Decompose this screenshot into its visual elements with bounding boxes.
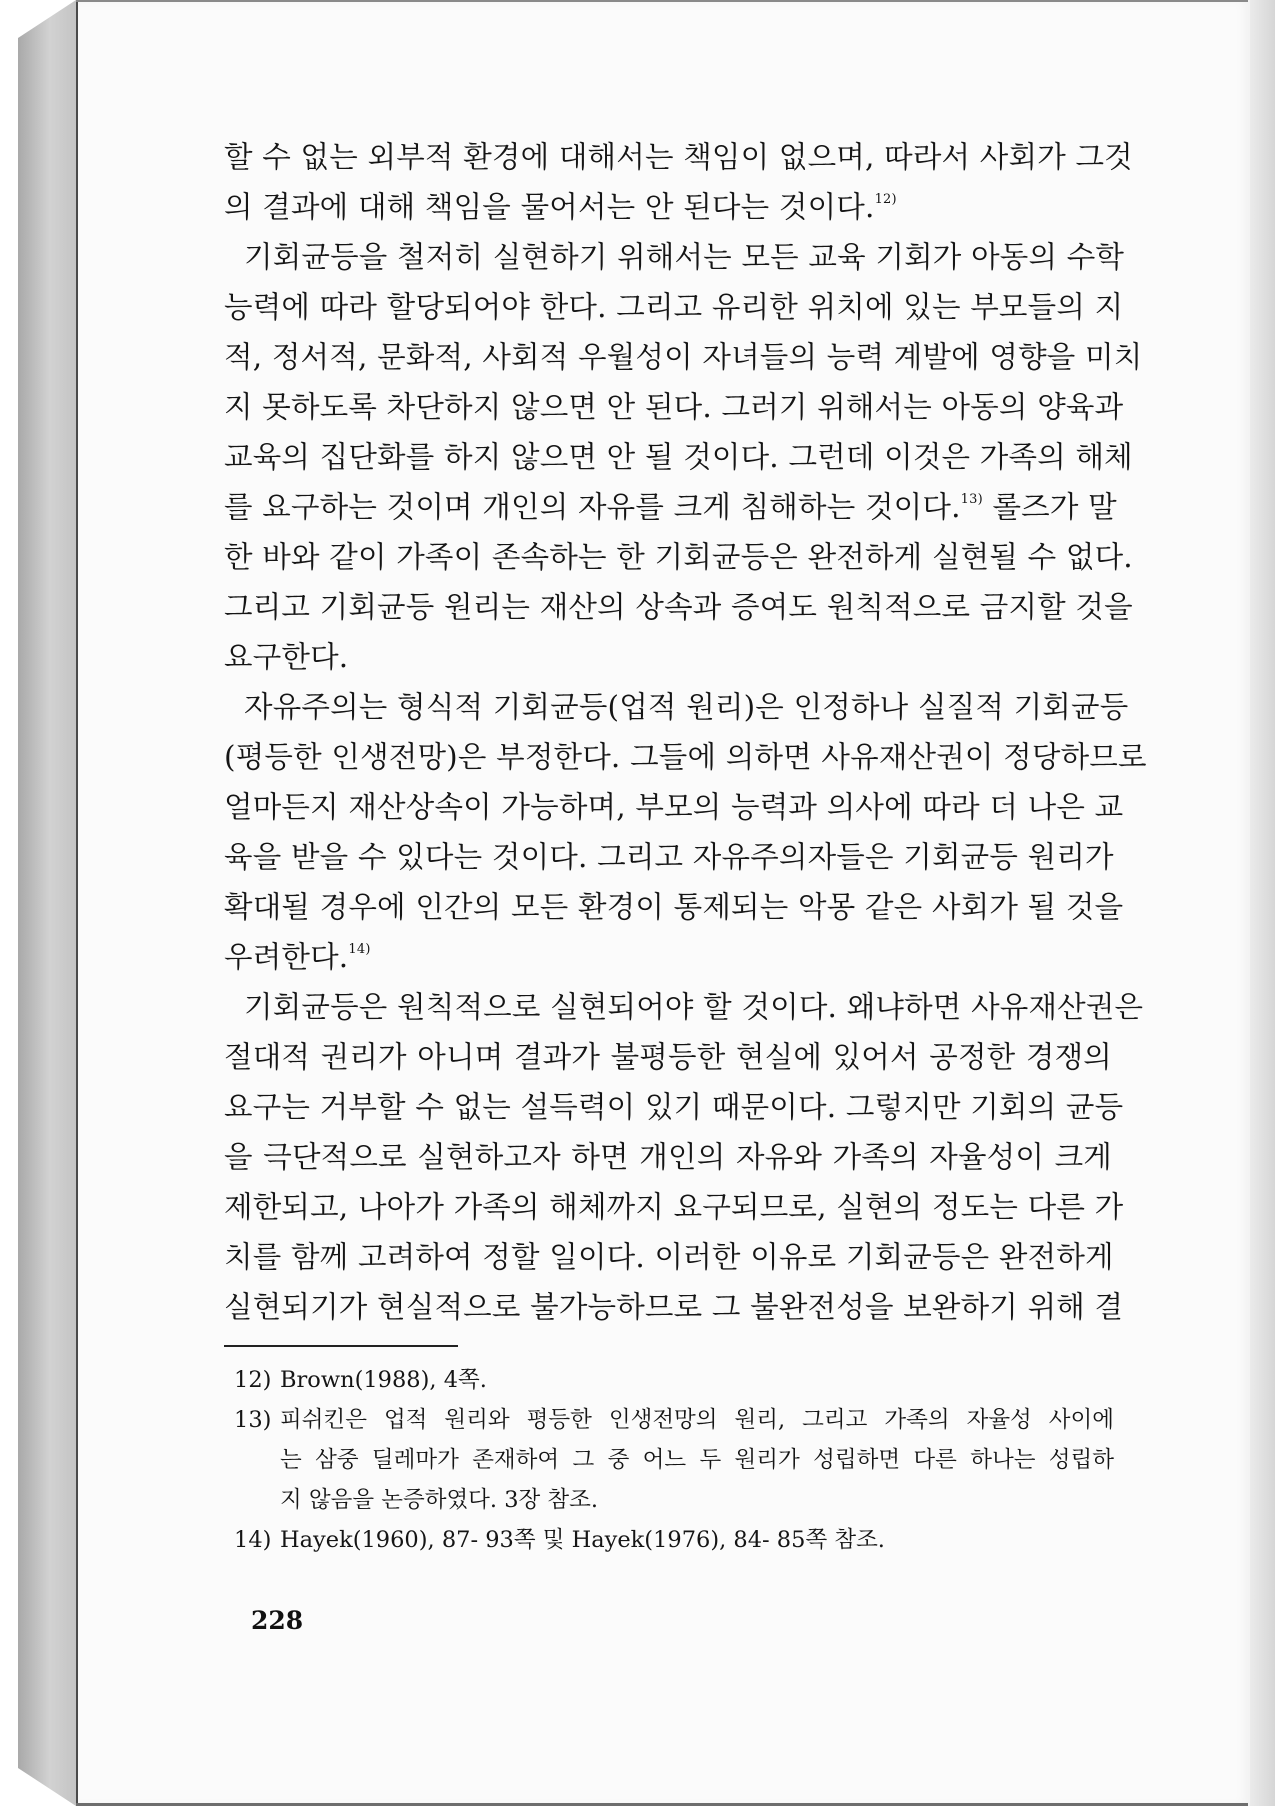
footnote-marker[interactable]: 12) [874,192,897,207]
body-line [224,832,1112,882]
footnote-number: 14) [234,1527,272,1553]
body-line-text: 롤즈가 말 [982,490,1117,524]
body-line-text: 기회균등을 철저히 실현하기 위해서는 모든 교육 기회가 아동의 수학 [244,240,1125,274]
footnote [234,1400,1114,1520]
body-line [224,432,1133,482]
body-line-text: (평등한 인생전망)은 부정한다. 그들에 의하면 사유재산권이 정당하므로 [224,740,1147,774]
footnote-number: 12) [234,1367,272,1393]
page-edge-top [76,0,1248,2]
body-line [224,582,1133,632]
body-line-text: 자유주의는 형식적 기회균등(업적 원리)은 인정하나 실질적 기회균등 [244,690,1129,724]
body-line [224,682,1129,732]
body-line-text: 그리고 기회균등 원리는 재산의 상속과 증여도 원칙적으로 금지할 것을 [224,590,1133,624]
body-line-text: 능력에 따라 할당되어야 한다. 그리고 유리한 위치에 있는 부모들의 지 [224,290,1124,324]
body-line [224,1032,1112,1082]
body-line-text: 얼마든지 재산상속이 가능하며, 부모의 능력과 의사에 따라 더 나은 교 [224,790,1124,824]
body-line [224,232,1125,282]
body-line-text: 을 극단적으로 실현하고자 하면 개인의 자유와 가족의 자율성이 크게 [224,1140,1112,1174]
body-line-text: 를 요구하는 것이며 개인의 자유를 크게 침해하는 것이다. [224,490,961,524]
footnote-line: Hayek(1960), 87- 93쪽 및 Hayek(1976), 84- 85쪽 참조. [280,1527,885,1553]
page-number: 228 [251,1606,304,1635]
body-line [224,732,1147,782]
footnote-line: Brown(1988), 4쪽. [280,1367,487,1393]
body-line-text: 우려한다. [224,940,349,974]
footnote [234,1360,1114,1400]
body-line-text: 의 결과에 대해 책임을 물어서는 안 된다는 것이다. [224,190,875,224]
body-line [224,332,1143,382]
footnote-number: 13) [234,1407,272,1433]
body-line-text: 육을 받을 수 있다는 것이다. 그리고 자유주의자들은 기회균등 원리가 [224,840,1114,874]
body-line-text: 한 바와 같이 가족이 존속하는 한 기회균등은 완전하게 실현될 수 없다. [224,540,1133,574]
footnote-line: 지 않음을 논증하였다. 3장 참조. [280,1487,599,1513]
body-line [224,282,1124,332]
footnote [234,1520,1114,1560]
body-line [224,182,1112,232]
footnote-marker[interactable]: 14) [348,942,371,957]
book-spine-left [18,0,76,1806]
body-line [224,1182,1124,1232]
body-line [224,1282,1124,1332]
body-line [224,482,1117,532]
body-line-text: 할 수 없는 외부적 환경에 대해서는 책임이 없으며, 따라서 사회가 그것 [224,140,1133,174]
footnote-line: 피쉬킨은 업적 원리와 평등한 인생전망의 원리, 그리고 가족의 자율성 사이에 [280,1407,1114,1433]
body-line-text: 제한되고, 나아가 가족의 해체까지 요구되므로, 실현의 정도는 다른 가 [224,1190,1124,1224]
body-line [224,382,1124,432]
body-text [224,132,1147,1332]
body-line-text: 지 못하도록 차단하지 않으면 안 된다. 그러기 위해서는 아동의 양육과 [224,390,1124,424]
body-line-text: 치를 함께 고려하여 정할 일이다. 이러한 이유로 기회균등은 완전하게 [224,1240,1114,1274]
body-line-text: 실현되기가 현실적으로 불가능하므로 그 불완전성을 보완하기 위해 결 [224,1290,1124,1324]
footnote-marker[interactable]: 13) [960,492,983,507]
body-line-text: 교육의 집단화를 하지 않으면 안 될 것이다. 그런데 이것은 가족의 해체 [224,440,1133,474]
body-line [224,632,1112,682]
body-line [224,882,1124,932]
body-line [224,782,1124,832]
body-line [224,1132,1112,1182]
footnote-rule [224,1345,458,1347]
body-line [224,1082,1124,1132]
body-line-text: 적, 정서적, 문화적, 사회적 우월성이 자녀들의 능력 계발에 영향을 미치 [224,340,1143,374]
body-line-text: 확대될 경우에 인간의 모든 환경이 통제되는 악몽 같은 사회가 될 것을 [224,890,1124,924]
body-line [224,532,1133,582]
body-line [224,982,1144,1032]
body-line-text: 요구한다. [224,640,349,674]
body-line [224,932,1112,982]
body-line [224,132,1133,182]
body-line [224,1232,1112,1282]
footnotes [234,1360,1114,1560]
body-line-text: 절대적 권리가 아니며 결과가 불평등한 현실에 있어서 공정한 경쟁의 [224,1040,1112,1074]
body-line-text: 요구는 거부할 수 없는 설득력이 있기 때문이다. 그렇지만 기회의 균등 [224,1090,1124,1124]
footnote-line: 는 삼중 딜레마가 존재하여 그 중 어느 두 원리가 성립하면 다른 하나는 성립하 [280,1447,1114,1473]
body-line-text: 기회균등은 원칙적으로 실현되어야 할 것이다. 왜냐하면 사유재산권은 [244,990,1144,1024]
book-pages-edge-right [1248,0,1275,1806]
